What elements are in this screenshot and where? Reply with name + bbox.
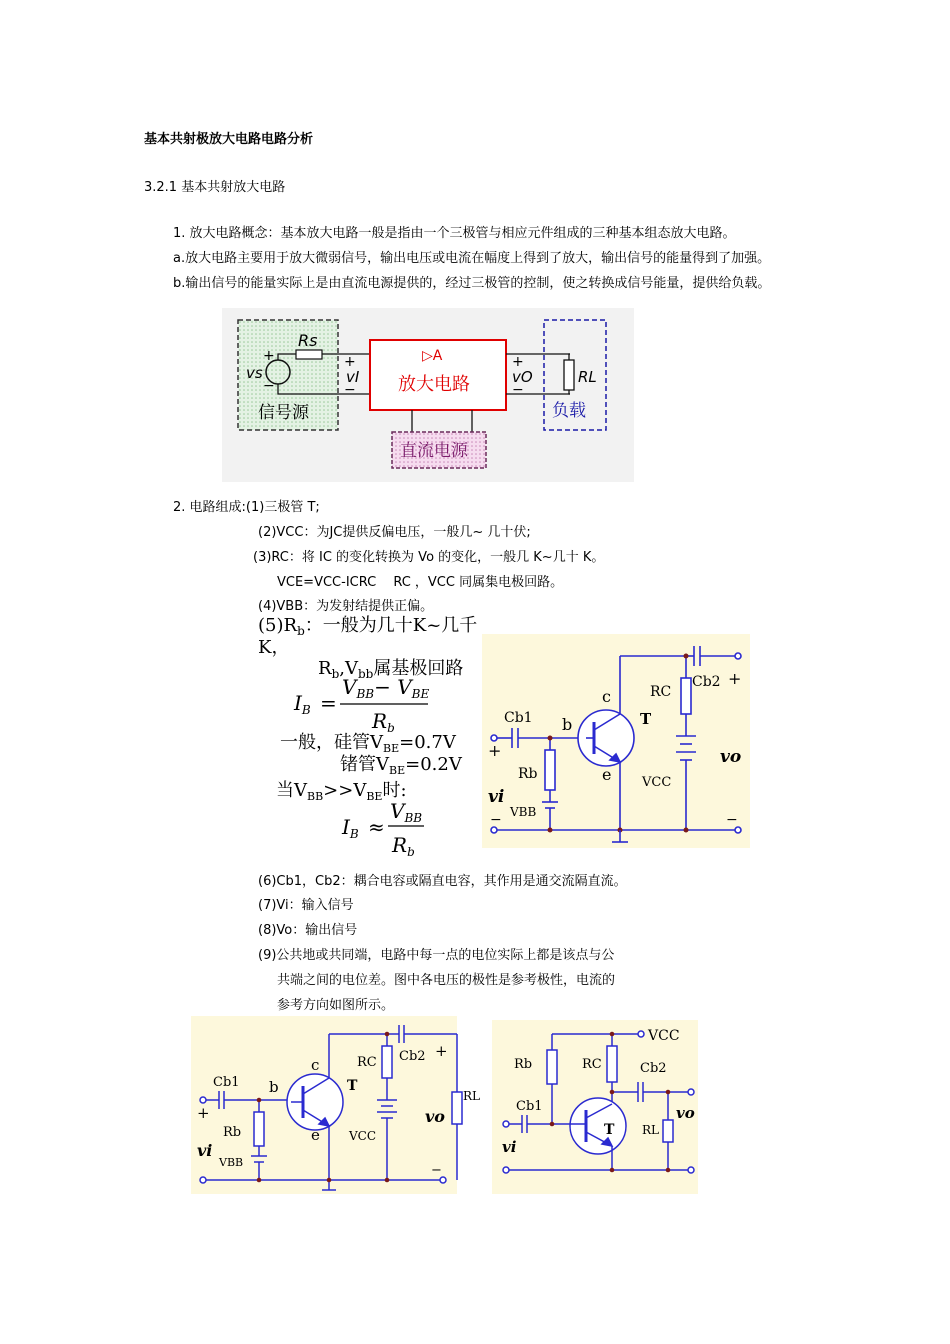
num2-vbb: V [390,799,405,823]
transistor-label: T [640,710,652,728]
transistor-label: T [604,1122,615,1138]
rl-resistor [564,360,574,390]
amplifier-symbol: ▷A [422,348,443,364]
circuit-with-load [191,1016,481,1194]
vi-label: vI [346,368,360,386]
ge-text: 锗管V [340,754,389,775]
ib2-sub: B [349,827,359,841]
when-sub: BB [307,790,324,803]
item-common-ground-1: (9)公共地或共同端，电路中每一点的电位实际上都是该点与公 [258,948,615,963]
loop-v-sub: bb [357,667,374,681]
vo-label: vo [720,747,742,767]
rl-label: RL [578,368,597,386]
transistor-label: T [347,1078,358,1094]
svg-text:一般，硅管VBE=0.7V [280,732,457,755]
out-plus: + [728,669,742,688]
components-heading: 2. 电路组成:(1)三极管 T; [173,500,320,515]
vi-label: vi [197,1141,213,1160]
loop-r: R [318,658,332,679]
when-end: 时: [382,780,407,801]
den-rb-sub: b [387,721,395,735]
vbb-label: VBB [510,805,537,819]
item-common-ground-3: 参考方向如图所示。 [277,998,395,1013]
base-label: b [269,1078,279,1096]
item-coupling-cap: (6)Cb1，Cb2：耦合电容或隔直电容，其作用是通交流隔直流。 [258,874,627,889]
num-minus-vbe: − V [374,675,412,699]
rb-text: ：一般为几十K~几千 [304,615,478,636]
vcc-label: VCC [648,1028,680,1044]
when-sub2: BE [366,790,383,803]
si-sub: BE [383,742,400,755]
svg-text:VBB [390,799,422,825]
in-plus: + [197,1104,210,1122]
num-vbb-sub: BB [356,687,375,701]
item-rc: (3)RC：将 IC 的变化转换为 Vo 的变化，一般几 K~几十 K。 [253,550,605,565]
item-common-ground-2: 共端之间的电位差。图中各电压的极性是参考极性，电流的 [277,973,616,988]
vcc-label: VCC [642,775,672,790]
common-emitter-circuit [482,634,750,848]
dc-supply-label: 直流电源 [400,441,468,461]
vo-label: vo [425,1107,445,1126]
vs-plus: + [263,348,275,364]
rb-formula-block [256,612,488,862]
si-text: 一般，硅管V [280,732,383,753]
when-gt: >>V [323,780,367,801]
rb-item-label: (5)R [258,615,298,636]
approx-sign: ≈ [368,815,385,839]
item-vi: (7)Vi：输入信号 [258,898,354,913]
emitter-label: e [311,1126,320,1144]
svg-text:(5)Rb：一般为几十K~几千 [258,615,477,638]
loop-r-sub: b [331,667,340,681]
ge-sub: BE [389,764,406,777]
loop-text: 属基极回路 [373,658,464,679]
vcc-label: VCC [349,1129,377,1143]
rb-label: Rb [518,766,538,782]
vo-plus: + [512,354,524,370]
single-supply-circuit [492,1020,698,1194]
item-vbb: (4)VBB：为发射结提供正偏。 [258,599,434,614]
vi-label: vi [502,1138,517,1156]
vi-label: vi [488,787,505,807]
rl-label: RL [463,1089,481,1103]
vo-label: vO [512,368,533,386]
rc-label: RC [357,1055,377,1070]
base-label: b [562,715,573,734]
cb2-label: Cb2 [692,674,721,690]
rs-resistor [296,350,322,359]
in-plus: + [488,741,502,760]
loop-v: ,V [339,658,358,679]
rs-label: Rs [298,331,318,350]
signal-source-label: 信号源 [258,403,309,423]
eq-sign: = [320,691,337,715]
item-vce: VCE=VCC-ICRC RC ，VCC 同属集电极回路。 [277,575,564,590]
svg-text:锗管VBE=0.2V [340,754,463,777]
out-minus: − [726,812,738,828]
page-title: 基本共射极放大电路电路分析 [144,132,314,147]
vs-minus: − [263,378,275,394]
load-label: 负载 [552,401,586,421]
svg-text:IB [293,691,311,717]
cb1-label: Cb1 [516,1099,543,1114]
cb1-label: Cb1 [504,710,533,726]
svg-text:IB [341,815,359,841]
rb-sub: b [297,624,305,638]
out-plus: + [435,1042,448,1060]
den2-rb-sub: b [407,845,415,859]
vo-minus: − [512,382,524,398]
svg-text:Rb [391,833,415,859]
vo-label: vo [676,1104,695,1122]
rc-label: RC [582,1057,602,1072]
cb1-label: Cb1 [213,1075,240,1090]
rb-k: K， [258,637,290,658]
collector-label: c [602,687,611,706]
si-value: =0.7V [399,732,456,753]
rb-label: Rb [223,1125,242,1140]
den2-rb: R [392,833,408,857]
out-minus: − [431,1163,442,1178]
vi-plus: + [344,354,356,370]
when-text: 当V [276,780,307,801]
ib-sym: I [294,691,302,715]
ge-value: =0.2V [405,754,462,775]
rl-label: RL [642,1123,660,1137]
amplifier-label: 放大电路 [398,374,470,395]
item-vcc: (2)VCC：为JC提供反偏电压，一般几~ 几十伏; [258,525,531,540]
collector-label: c [311,1056,320,1074]
item-vo: (8)Vo：输出信号 [258,923,358,938]
rc-label: RC [650,684,672,700]
svg-text:当VBB>>VBE时: [276,780,407,803]
vbb-label: VBB [219,1156,244,1169]
section-heading: 3.2.1 基本共射放大电路 [144,180,286,195]
vi-minus: − [344,382,356,398]
num-vbe-sub: BE [411,687,430,701]
ib-sub: B [301,703,311,717]
block-diagram [222,308,634,482]
paragraph-a: a.放大电路主要用于放大微弱信号，输出电压或电流在幅度上得到了放大，输出信号的能量得到了加强。 [173,251,771,266]
cb2-label: Cb2 [640,1061,667,1076]
rb-label: Rb [514,1057,533,1072]
vs-label: vs [246,364,263,382]
cb2-label: Cb2 [399,1049,426,1064]
den-rb: R [372,709,388,733]
emitter-label: e [602,765,612,784]
num2-vbb-sub: BB [404,811,423,825]
num-vbb: V [342,675,357,699]
paragraph-b: b.输出信号的能量实际上是由直流电源提供的，经过三极管的控制，使之转换成信号能量，提供给负载。 [173,276,771,291]
in-minus: − [490,812,502,828]
ib2-sym: I [342,815,350,839]
paragraph-concept: 1. 放大电路概念：基本放大电路一般是指由一个三极管与相应元件组成的三种基本组态放大电路。 [173,226,736,241]
